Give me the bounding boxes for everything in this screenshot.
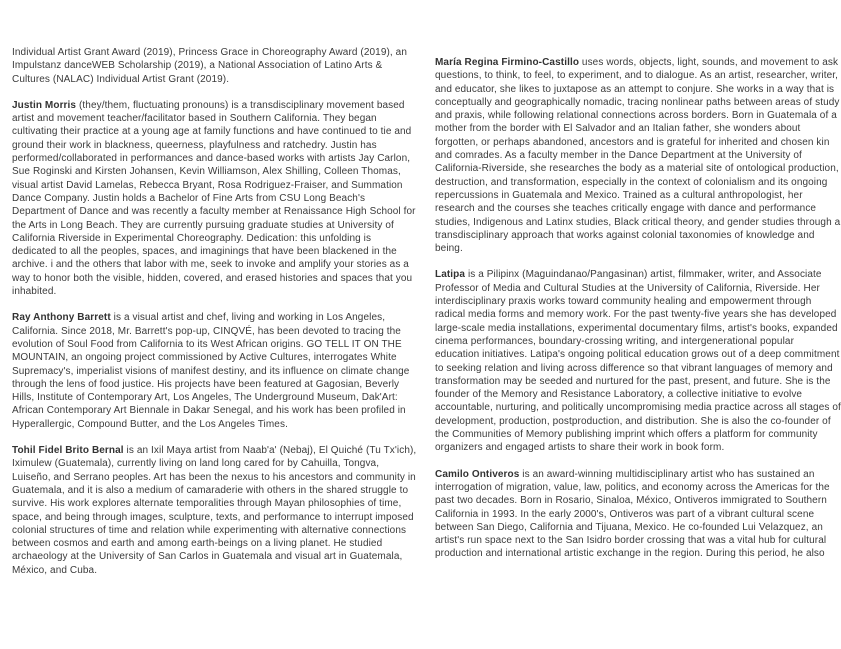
bio-paragraph: Camilo Ontiveros is an award-winning multidisciplinary artist who has sustained an interrogation of migration, value, law, politics, and economy across the Americas for the past two decades. Born in Rosario, Sinaloa, México, Ontiveros immigrated to Southern California in 1993. In the early 2000's, Ontiveros was part of a vibrant cultural scene between San Diego, California and Tijuana, Mexico. He co-founded Lui Velazquez, an artist's run space next to the San Isidro border crossing that was a vital hub for cultural production and international artistic exchange in the region. During this period, he also — [435, 468, 830, 560]
artist-name: Ray Anthony Barrett — [12, 312, 111, 324]
bio-paragraph: Ray Anthony Barrett is a visual artist and chef, living and working in Los Angeles, California. Since 2018, Mr. Barrett's pop-up, CINQVÉ, has been devoted to tracing the evolution of Soul Food from California to its West African origins. GO TELL IT ON THE MOUNTAIN, an ongoing project commissioned by Active Cultures, interrogates White Supremacy's, imperialist visions of manifest destiny, and its influence on climate change through the lens of food justice. His projects have been featured at Gagosian, Beverly Hills, Institute of Contemporary Art, Los Angeles, The Underground Museum, Dak'Art: African Contemporary Art Biennale in Dakar Senegal, and his work has been profiled in Hyperallergic, Compound Butter, and the Los Angeles Times. — [12, 312, 410, 430]
bio-column-left — [12, 46, 418, 649]
artist-name: Justin Morris — [12, 99, 77, 111]
artist-name: María Regina Firmino-Castillo — [435, 57, 580, 68]
bio-paragraph: María Regina Firmino-Castillo uses words, objects, light, sounds, and movement to ask questions, to think, to feel, to experiment, and to dialogue. As an artist, researcher, writer, and educator, she likes to juxtapose as an attempt to conjure. She works in a way that is conceptually and geographically nomadic, tracing nonlinear paths between areas of study and praxis, while following relational connections across borders. Born in Guatemala of a mother from the border with El Salvador and an Italian father, she wonders about forgotten, or perhaps abandoned, ancestors and is grateful for inherited and chosen kin and comrades. As a faculty member in the Dance Department at the University of California-Riverside, she researches the body as a material site of ontological production, destruction, and transformation, especially in the context of colonialism and its ongoing repercussions in Guatemala and Mexico. Trained as a cultural anthropologist, her research and the courses she teaches critically engage with dance and performance studies, Indigenous and Latinx studies, Black critical theory, and gender studies through a transdisciplinary approach that works against colonial taxonomies of knowledge and being. — [435, 57, 841, 255]
bio-column-right — [435, 56, 841, 649]
bio-paragraph: Tohil Fidel Brito Bernal is an Ixil Maya artist from Naab'a' (Nebaj), El Quiché (Tu Tx'ich), Iximulew (Guatemala), currently living on land long cared for by Cahuilla, Tongva, Luiseño, and Serrano peoples. Art has been the nexus to his ancestors and community in Guatemala, and it is also a medium of camaraderie with others in the shared struggle to survive. His work explores alternate temporalities through Mayan philosophies of time, space, and being through images, sculpture, texts, and performance to interrupt imposed colonial structures of time and relation while experimenting with alternative connections between cosmos and earth and among earth-beings on a living planet. He studied archaeology at the University of San Carlos in Guatemala and visual art in Guatemala, México, and Cuba. — [12, 445, 417, 576]
artist-name: Tohil Fidel Brito Bernal — [12, 445, 124, 457]
bio-paragraph: Latipa is a Pilipinx (Maguindanao/Pangasinan) artist, filmmaker, writer, and Associate Professor of Media and Cultural Studies at the University of California, Riverside. Her interdisciplinary praxis works toward community healing and empowerment through radical media forms and memory work. For the past twenty-five years she has developed large-scale media installations, experimental documentary films, artist's books, expanded cinema performances, boundary-crossing writing, and intergenerational popular education initiatives. Latipa's ongoing political education grows out of a deep commitment to seeking relation and living across difference so that vibrant languages of memory and transformation may be seeded and nurtured for the past, present, and future. She is the founder of the Memory and Resistance Laboratory, a collective initiative to evolve accountable, nurturing, and politically uncompromising media practice across all stages of development, production, postproduction, and distribution. She is also the co-founder of the Communities of Memory publishing imprint which offers a platform for community organizers and engaged artists to share their work in book form. — [435, 269, 841, 454]
artist-name: Latipa — [435, 269, 466, 281]
bio-paragraph: Individual Artist Grant Award (2019), Princess Grace in Choreography Award (2019), an Impulstanz danceWEB Scholarship (2019), a National Association of Latino Arts & Cultures (NALAC) Individual Artist Grant (2019). — [12, 47, 407, 85]
artist-name: Camilo Ontiveros — [435, 468, 520, 480]
bio-paragraph: Justin Morris (they/them, fluctuating pronouns) is a transdisciplinary movement based artist and movement teacher/facilitator based in Southern California. They began cultivating their practice at a young age at family functions and have continued to tie and ground their work in blackness, queerness, playfulness and ratchedry. Justin has performed/collaborated in performances and dance-based works with artists Jay Carlon, Sue Roginski and Kirsten Johansen, Kevin Williamson, Alex Shilling, Colleen Thomas, visual artist David Lamelas, Rebecca Bryant, Rosa Rodriguez-Fraiser, and Summation Dance Company. Justin holds a Bachelor of Fine Arts from CSU Long Beach's Department of Dance and was recently a faculty member at Renaissance High School for the Arts in Long Beach. They are currently pursuing graduate studies at University of California Riverside in Experimental Choreography. Dedication: this unfolding is dedicated to all the peoples, spaces, and imaginings that have been blackened in the archive. i and the others that labor with me, seek to invoke and amplify your stories as a way to honor both the visible, hidden, covered, and erased histories and spaces that you inhabited. — [12, 99, 416, 298]
